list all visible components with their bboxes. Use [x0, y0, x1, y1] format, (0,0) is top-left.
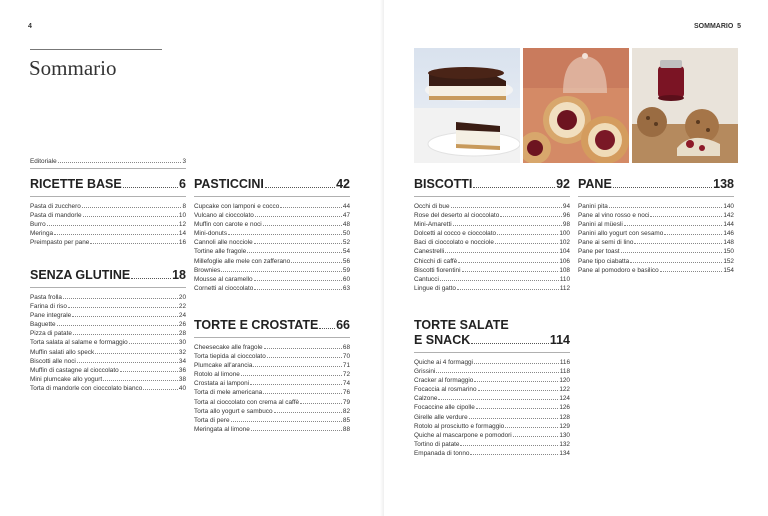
toc-entry[interactable]: Grissini 118 — [414, 368, 570, 376]
section-senza-glutine — [30, 268, 186, 393]
toc-entry[interactable]: Pane ai semi di lino 148 — [578, 239, 734, 247]
toc-entry[interactable]: Quiche al mascarpone e pomodori 130 — [414, 431, 570, 439]
item-list — [578, 202, 734, 275]
toc-entry[interactable]: Panini al müesli 144 — [578, 221, 734, 229]
toc-entry[interactable]: Plumcake all'arancia 71 — [194, 362, 350, 370]
toc-entry[interactable]: Preimpasto per pane 16 — [30, 239, 186, 247]
left-page-number: 4 — [28, 23, 32, 30]
toc-entry[interactable]: Torta tiepida al cioccolato 70 — [194, 353, 350, 361]
toc-entry[interactable]: Meringata al limone 88 — [194, 425, 350, 433]
toc-entry[interactable]: Mini plumcake allo yogurt 38 — [30, 375, 186, 383]
toc-entry[interactable]: Tortino di patate 132 — [414, 440, 570, 448]
toc-entry[interactable]: Torta di mele americana 76 — [194, 389, 350, 397]
item-list — [30, 202, 186, 247]
section-torte-crostate — [194, 318, 350, 434]
toc-entry[interactable]: Mousse al caramello 60 — [194, 275, 350, 283]
toc-entry[interactable]: Vulcano al cioccolato 47 — [194, 212, 350, 220]
toc-entry[interactable]: Pane integrale 24 — [30, 312, 186, 320]
toc-entry[interactable]: Biscotti alle noci 34 — [30, 357, 186, 365]
toc-entry[interactable]: Pane tipo ciabatta 152 — [578, 257, 734, 265]
toc-entry[interactable]: Cantucci 110 — [414, 275, 570, 283]
toc-entry[interactable]: Rotolo al prosciutto e formaggio 129 — [414, 422, 570, 430]
toc-entry[interactable]: Cornetti al cioccolato 63 — [194, 284, 350, 292]
section-pasticcini — [194, 177, 350, 293]
toc-entry[interactable]: Tortine alle fragole 54 — [194, 248, 350, 256]
item-list — [414, 358, 570, 458]
toc-entry[interactable]: Pane per toast 150 — [578, 248, 734, 256]
photo-chocolate-tart — [414, 48, 520, 163]
toc-entry[interactable]: Pane al pomodoro e basilico 154 — [578, 266, 734, 274]
toc-entry[interactable]: Chicchi di caffè 106 — [414, 257, 570, 265]
toc-entry[interactable]: Pasta di zucchero 8 — [30, 203, 186, 210]
section-title[interactable]: TORTE E CROSTATE 66 — [194, 318, 350, 332]
toc-entry[interactable]: Torta allo yogurt e sambuco 82 — [194, 407, 350, 415]
toc-entry[interactable]: Baci di cioccolato e nocciole 102 — [414, 239, 570, 247]
section-title[interactable]: PASTICCINI 42 — [194, 177, 350, 191]
toc-entry[interactable]: Millefoglie alle mele con zafferano 56 — [194, 257, 350, 265]
item-list — [194, 343, 350, 434]
toc-entry[interactable]: Muffin salati allo speck 32 — [30, 348, 186, 356]
section-title[interactable]: PANE 138 — [578, 177, 734, 191]
toc-entry[interactable]: Rotolo al limone 72 — [194, 371, 350, 379]
toc-entry[interactable]: Mini-donuts 50 — [194, 230, 350, 238]
running-header: SOMMARIO 5 — [694, 23, 742, 30]
editoriale-entry[interactable]: Editoriale 3 — [30, 158, 186, 165]
section-title[interactable]: TORTE SALATE E SNACK 114 — [414, 318, 570, 347]
toc-entry[interactable]: Pane al vino rosso e noci 142 — [578, 212, 734, 220]
section-title[interactable]: RICETTE BASE 6 — [30, 177, 186, 191]
section-torte-salate — [414, 318, 570, 458]
toc-entry[interactable]: Cracker al formaggio 120 — [414, 377, 570, 385]
toc-entry[interactable]: Pasta di mandorle 10 — [30, 212, 186, 220]
toc-entry[interactable]: Farina di riso 22 — [30, 303, 186, 311]
section-biscotti — [414, 177, 570, 293]
toc-entry[interactable]: Rose del deserto al cioccolato 96 — [414, 212, 570, 220]
toc-entry[interactable]: Torta di mandorle con cioccolato bianco 40 — [30, 384, 186, 392]
section-ricette-base — [30, 177, 186, 247]
toc-entry[interactable]: Cheesecake alle fragole 68 — [194, 344, 350, 351]
divider — [30, 168, 186, 169]
photo-cookies-jam — [632, 48, 738, 163]
item-list — [30, 293, 186, 393]
toc-entry[interactable]: Girelle alle verdure 128 — [414, 413, 570, 421]
toc-entry[interactable]: Focaccine alle cipolle 126 — [414, 404, 570, 412]
toc-entry[interactable]: Occhi di bue 94 — [414, 203, 570, 210]
toc-entry[interactable]: Pizza di patate 28 — [30, 330, 186, 338]
right-page — [384, 0, 768, 516]
toc-entry[interactable]: Biscotti fiorentini 108 — [414, 266, 570, 274]
toc-entry[interactable]: Focaccia al rosmarino 122 — [414, 386, 570, 394]
toc-entry[interactable]: Meringa 14 — [30, 230, 186, 238]
section-title[interactable]: BISCOTTI 92 — [414, 177, 570, 191]
toc-entry[interactable]: Torta salata al salame e formaggio 30 — [30, 339, 186, 347]
toc-entry[interactable]: Panini allo yogurt con sesamo 146 — [578, 230, 734, 238]
toc-entry[interactable]: Cupcake con lamponi e cocco 44 — [194, 203, 350, 210]
toc-entry[interactable]: Muffin di castagne al cioccolato 36 — [30, 366, 186, 374]
toc-entry[interactable]: Quiche ai 4 formaggi 116 — [414, 359, 570, 366]
toc-entry[interactable]: Muffin con carote e noci 48 — [194, 221, 350, 229]
toc-entry[interactable]: Cannoli alle nocciole 52 — [194, 239, 350, 247]
section-pane — [578, 177, 734, 275]
item-list — [414, 202, 570, 293]
page-title: Sommario — [29, 56, 117, 80]
title-rule — [30, 49, 162, 50]
toc-entry[interactable]: Calzone 124 — [414, 395, 570, 403]
section-title[interactable]: SENZA GLUTINE 18 — [30, 268, 186, 282]
photo-jam-tartlets — [523, 48, 629, 163]
item-list — [194, 202, 350, 293]
toc-entry[interactable]: Empanada di tonno 134 — [414, 449, 570, 457]
toc-entry[interactable]: Pasta frolla 20 — [30, 294, 186, 301]
toc-entry[interactable]: Baguette 26 — [30, 321, 186, 329]
toc-entry[interactable]: Canestrelli 104 — [414, 248, 570, 256]
toc-entry[interactable]: Torta di pere 85 — [194, 416, 350, 424]
toc-entry[interactable]: Brownies 59 — [194, 266, 350, 274]
toc-entry[interactable]: Dolcetti al cocco e cioccolato 100 — [414, 230, 570, 238]
toc-entry[interactable]: Burro 12 — [30, 221, 186, 229]
toc-entry[interactable]: Mini-Amaretti 98 — [414, 221, 570, 229]
toc-entry[interactable]: Lingue di gatto 112 — [414, 284, 570, 292]
toc-entry[interactable]: Panini pita 140 — [578, 203, 734, 210]
toc-entry[interactable]: Crostata ai lamponi 74 — [194, 380, 350, 388]
toc-entry[interactable]: Torta al cioccolato con crema al caffè 79 — [194, 398, 350, 406]
